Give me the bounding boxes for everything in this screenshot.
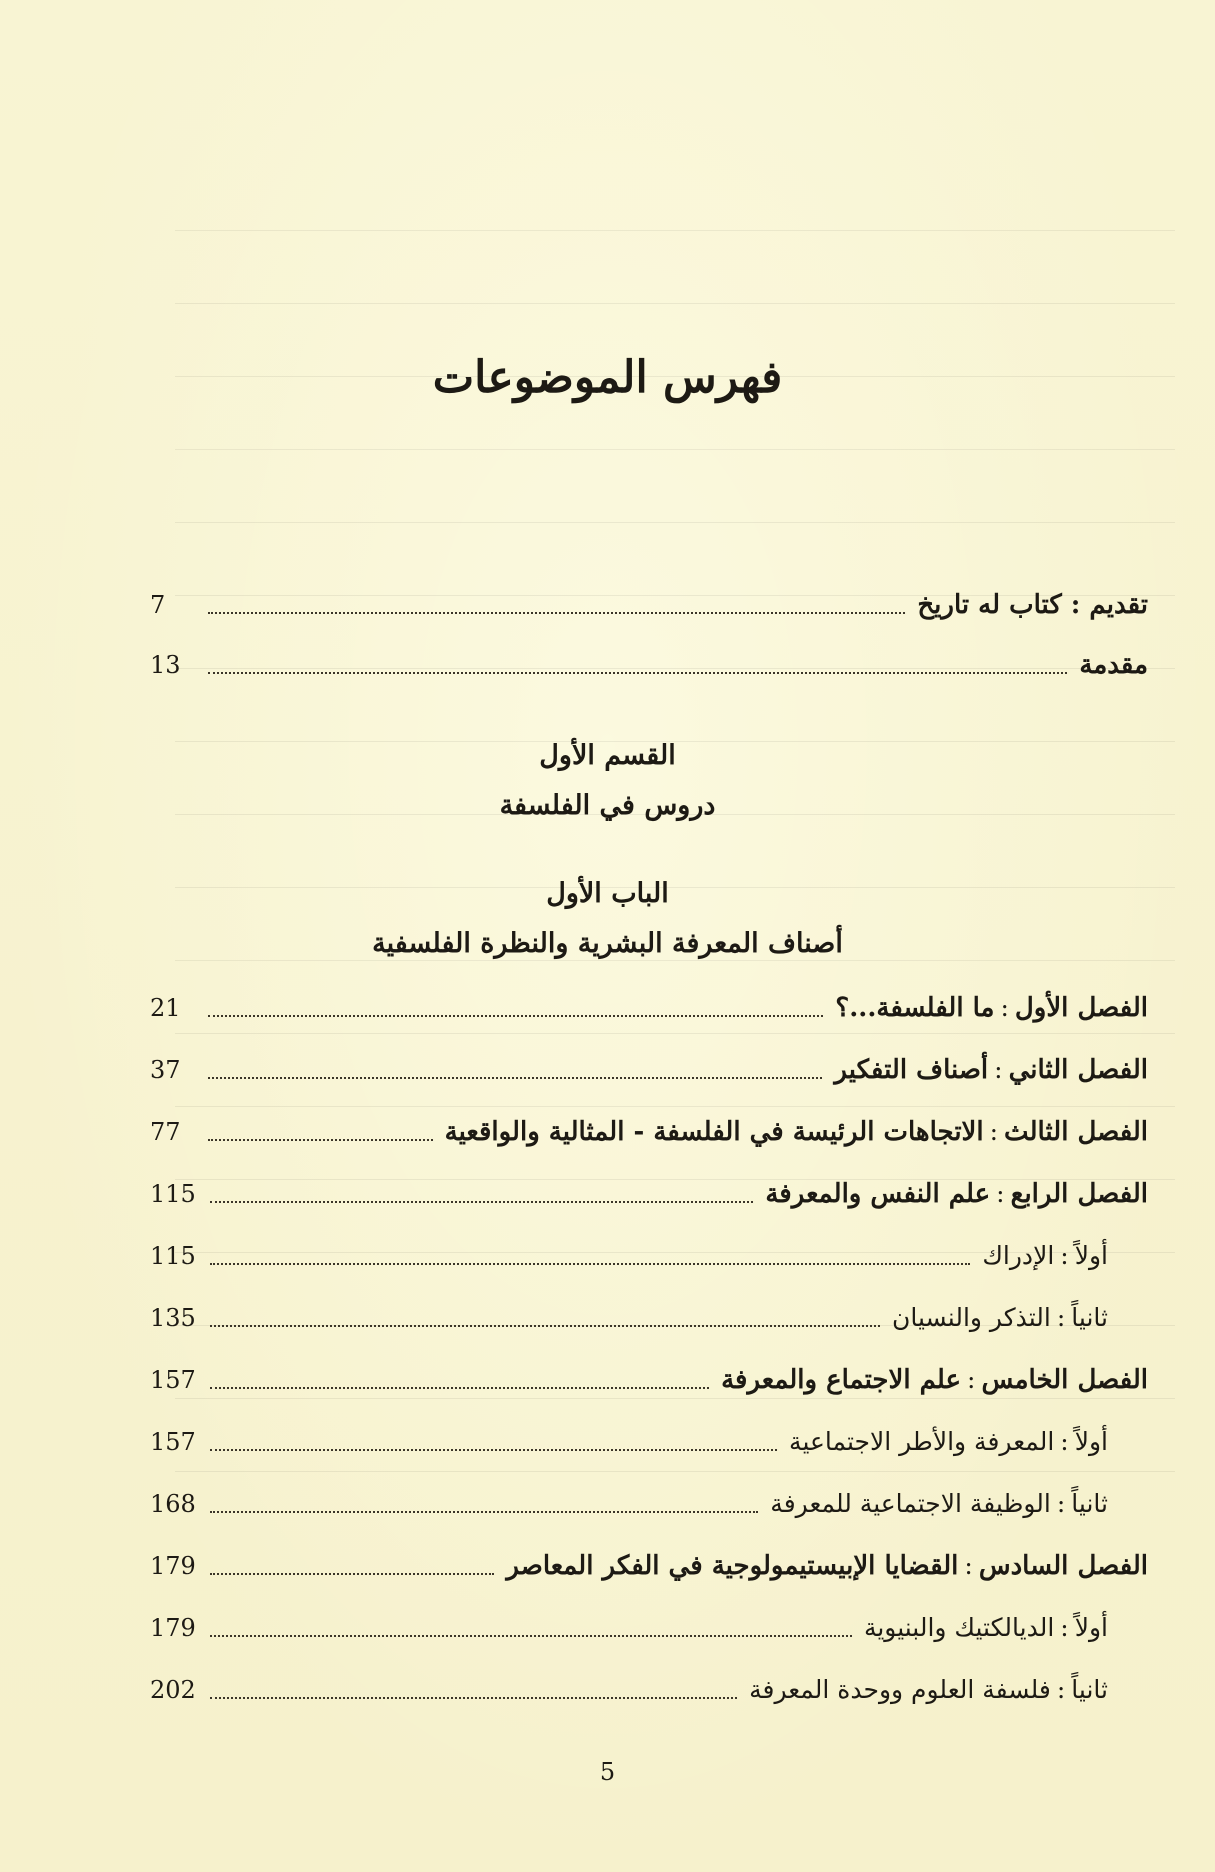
page-number: 115: [150, 1242, 196, 1270]
page-title: فهرس الموضوعات: [432, 352, 783, 403]
page-number: 115: [150, 1180, 196, 1208]
toc-entry-subsection[interactable]: [150, 1608, 1148, 1648]
dot-leader: [210, 1449, 777, 1451]
page-number: 77: [150, 1118, 181, 1146]
separator: :: [994, 1055, 1003, 1084]
part-subtitle: دروس في الفلسفة: [499, 790, 716, 821]
dot-leader: [208, 1077, 822, 1079]
page-number: 37: [150, 1056, 181, 1084]
chapter-label: الفصل السادس: [978, 1551, 1148, 1581]
toc-entry-chapter[interactable]: [150, 1112, 1148, 1152]
toc-entry-subsection[interactable]: [150, 1422, 1148, 1462]
dot-leader: [210, 1635, 852, 1637]
page-number: 168: [150, 1490, 196, 1518]
toc-entry-subsection[interactable]: [150, 1484, 1148, 1524]
entry-title: الإدراك: [982, 1241, 1055, 1270]
toc-entry-chapter[interactable]: [150, 1050, 1148, 1090]
part-title: القسم الأول: [539, 740, 676, 771]
subsection-label: ثانياً: [1071, 1489, 1108, 1518]
entry-title: القضايا الإبيستيمولوجية في الفكر المعاصر: [506, 1551, 959, 1581]
entry-title: الوظيفة الاجتماعية للمعرفة: [770, 1489, 1051, 1518]
entry-title: ما الفلسفة...؟: [835, 993, 995, 1023]
subsection-label: ثانياً: [1071, 1303, 1108, 1332]
separator: :: [996, 1179, 1005, 1208]
entry-title: المعرفة والأطر الاجتماعية: [789, 1427, 1055, 1456]
page-number-footer: 5: [599, 1758, 616, 1786]
page-number: 7: [150, 591, 166, 619]
dot-leader: [210, 1697, 737, 1699]
chapter-label: الفصل الخامس: [981, 1365, 1148, 1395]
chapter-label: الفصل الأول: [1014, 993, 1148, 1023]
separator: :: [1060, 1241, 1069, 1270]
separator: :: [1056, 1675, 1066, 1704]
separator: :: [1056, 1489, 1066, 1518]
toc-entry-introduction[interactable]: [150, 645, 1148, 685]
dot-leader: [208, 1139, 433, 1141]
toc-entry-subsection[interactable]: [150, 1670, 1148, 1710]
dot-leader: [210, 1387, 709, 1389]
page-number: 157: [150, 1428, 196, 1456]
page-number: 179: [150, 1552, 196, 1580]
page-number: 179: [150, 1614, 196, 1642]
entry-title: التذكر والنسيان: [891, 1303, 1051, 1332]
page-number: 202: [150, 1676, 196, 1704]
separator: :: [1056, 1303, 1066, 1332]
separator: :: [1060, 1613, 1069, 1642]
toc-entry-chapter[interactable]: [150, 1546, 1148, 1586]
dot-leader: [210, 1263, 971, 1265]
dot-leader: [208, 612, 905, 614]
toc-entry-chapter[interactable]: [150, 988, 1148, 1028]
subsection-label: أولاً: [1074, 1427, 1108, 1456]
dot-leader: [210, 1511, 758, 1513]
section-subtitle: أصناف المعرفة البشرية والنظرة الفلسفية: [372, 928, 843, 959]
separator: :: [964, 1551, 973, 1580]
subsection-label: أولاً: [1074, 1613, 1108, 1642]
entry-title: فلسفة العلوم ووحدة المعرفة: [749, 1675, 1051, 1704]
toc-entry-chapter[interactable]: [150, 1360, 1148, 1400]
dot-leader: [208, 672, 1067, 674]
entry-title: علم النفس والمعرفة: [765, 1179, 991, 1209]
entry-title: الديالكتيك والبنيوية: [863, 1613, 1055, 1642]
dot-leader: [208, 1015, 823, 1017]
subsection-label: ثانياً: [1071, 1675, 1108, 1704]
entry-title: علم الاجتماع والمعرفة: [721, 1365, 962, 1395]
toc-entry-intro[interactable]: [150, 585, 1148, 625]
separator: :: [989, 1117, 999, 1146]
dot-leader: [210, 1325, 880, 1327]
entry-title: مقدمة: [1079, 650, 1148, 680]
chapter-label: الفصل الرابع: [1010, 1179, 1148, 1209]
subsection-label: أولاً: [1074, 1241, 1108, 1270]
section-title: الباب الأول: [546, 878, 669, 909]
page-number: 13: [150, 651, 181, 679]
entry-title: تقديم : كتاب له تاريخ: [917, 590, 1148, 620]
dot-leader: [210, 1201, 754, 1203]
separator: :: [967, 1365, 976, 1394]
toc-entry-chapter[interactable]: [150, 1174, 1148, 1214]
toc-entry-subsection[interactable]: [150, 1298, 1148, 1338]
chapter-label: الفصل الثالث: [1004, 1117, 1148, 1147]
page-number: 21: [150, 994, 181, 1022]
separator: :: [1000, 993, 1009, 1022]
toc-entry-subsection[interactable]: [150, 1236, 1148, 1276]
separator: :: [1060, 1427, 1069, 1456]
entry-title: أصناف التفكير: [834, 1055, 989, 1085]
entry-title: الاتجاهات الرئيسة في الفلسفة - المثالية والواقعية: [444, 1117, 984, 1147]
page-number: 157: [150, 1366, 196, 1394]
chapter-label: الفصل الثاني: [1008, 1055, 1148, 1085]
page-number: 135: [150, 1304, 196, 1332]
dot-leader: [210, 1573, 495, 1575]
